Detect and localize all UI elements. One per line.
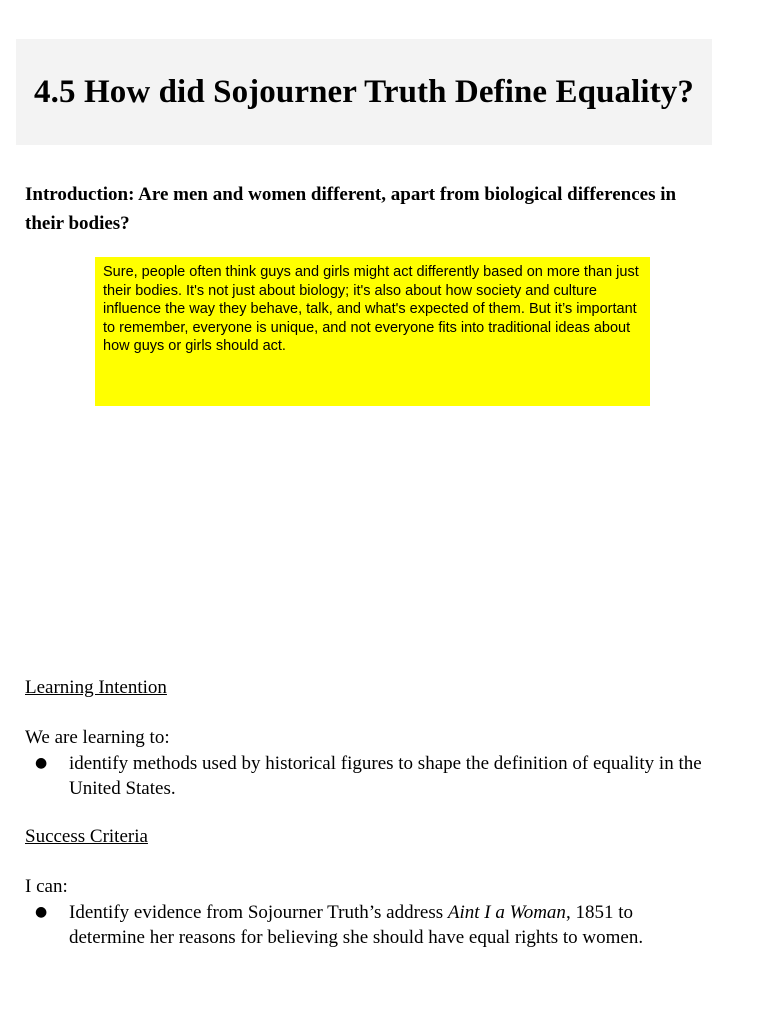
- title-banner: [16, 39, 712, 145]
- learning-intention-list: [25, 751, 705, 801]
- bullet-icon: ●: [35, 904, 48, 920]
- success-criteria-item-end: , 1851 to determine her reasons for believing she should have equal rights to women.: [69, 902, 644, 948]
- list-item: [25, 751, 705, 801]
- learning-intention-item: identify methods used by historical figures to shape the definition of equality in the United States.: [69, 753, 702, 799]
- success-criteria-list: [25, 900, 705, 950]
- speech-title: Aint I a Woman: [447, 902, 566, 923]
- success-criteria-heading: Success Criteria: [25, 826, 148, 847]
- answer-text: Sure, people often think guys and girls might act differently based on more than just their bodies. It's not just about biology; it's also about how society and culture influence the way they behave, talk, and what's expected of them. But it’s important to remember, everyone is unique, and not everyone fits into traditional ideas about how guys or girls should act.: [103, 264, 639, 355]
- bullet-icon: ●: [35, 755, 48, 771]
- success-criteria-item-start: Identify evidence from Sojourner Truth’s address: [69, 902, 448, 923]
- learning-intention-lead: We are learning to:: [25, 727, 170, 748]
- introduction-question: Introduction: Are men and women different, apart from biological differences in their bodies?: [25, 184, 677, 234]
- success-criteria-lead: I can:: [25, 876, 68, 897]
- highlighted-answer-box: [95, 257, 650, 406]
- learning-intention-heading: Learning Intention: [25, 677, 167, 698]
- list-item: [25, 900, 705, 950]
- page-title: 4.5 How did Sojourner Truth Define Equality?: [34, 73, 694, 110]
